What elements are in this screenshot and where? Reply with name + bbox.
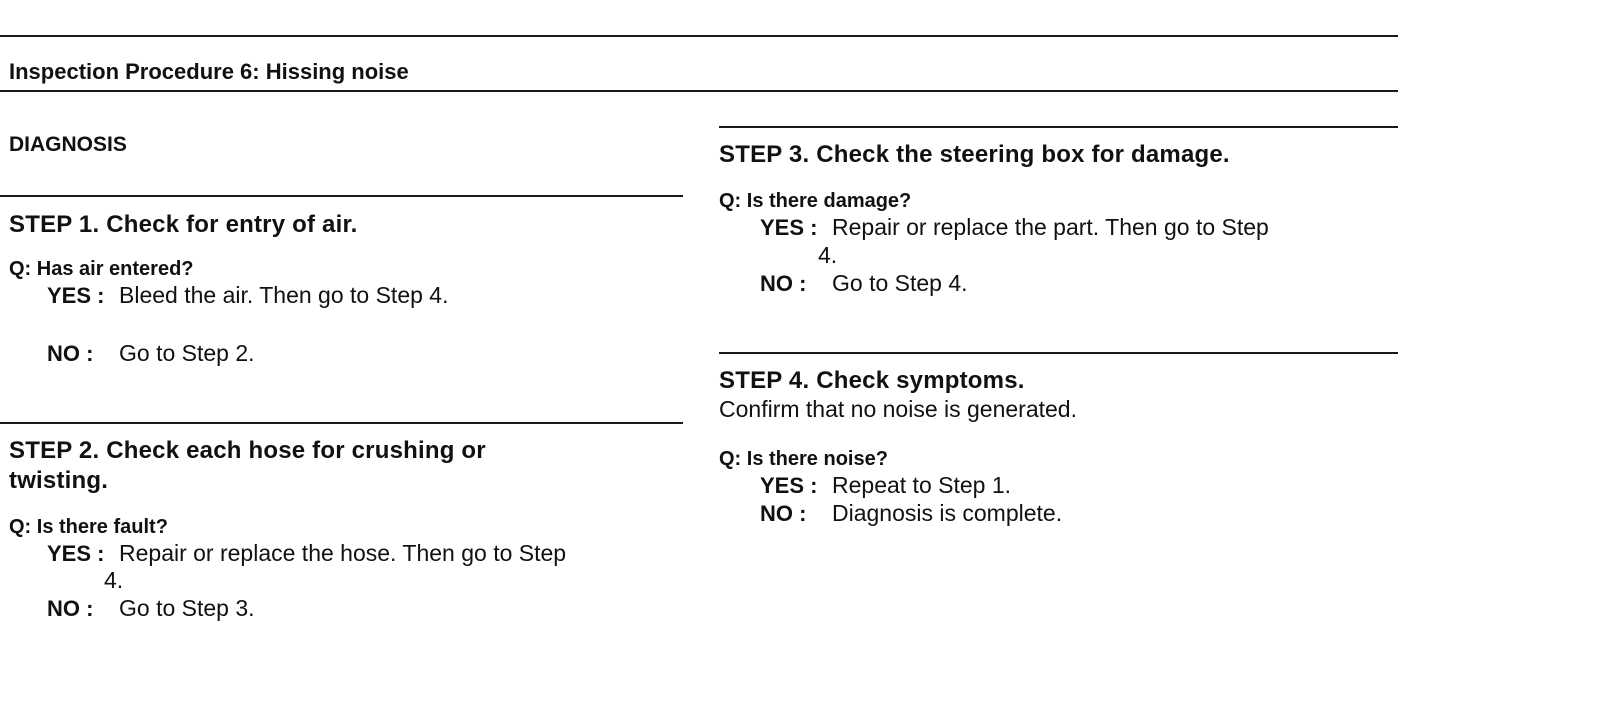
diagnosis-heading: DIAGNOSIS (9, 133, 127, 156)
step-2-title-line2: twisting. (9, 467, 109, 494)
step-1-title: STEP 1. Check for entry of air. (9, 211, 358, 238)
step-1-yes (47, 282, 448, 309)
step-2-no (47, 595, 255, 622)
step-3-question: Q: Is there damage? (719, 190, 912, 212)
step-3-no (760, 270, 968, 297)
step-2-rule (0, 422, 683, 424)
step-3-yes-continuation: 4. (818, 242, 838, 268)
no-text: Go to Step 4. (832, 270, 968, 296)
yes-label: YES : (47, 283, 105, 308)
yes-label: YES : (47, 541, 105, 566)
step-1-question: Q: Has air entered? (9, 258, 194, 280)
no-text: Diagnosis is complete. (832, 500, 1063, 526)
step-4-instruction: Confirm that no noise is generated. (719, 396, 1077, 422)
yes-text: Bleed the air. Then go to Step 4. (119, 282, 449, 308)
step-2-question: Q: Is there fault? (9, 516, 168, 538)
step-2-yes (47, 540, 566, 567)
step-4-title: STEP 4. Check symptoms. (719, 367, 1025, 394)
top-rule (0, 35, 1398, 37)
step-2-title-line1: STEP 2. Check each hose for crushing or (9, 437, 486, 464)
no-label: NO : (760, 501, 807, 526)
no-text: Go to Step 3. (119, 595, 255, 621)
title-rule (0, 90, 1398, 92)
step-1-no (47, 340, 255, 367)
no-text: Go to Step 2. (119, 340, 255, 366)
yes-label: YES : (760, 215, 818, 240)
step-1-rule (0, 195, 683, 197)
yes-text: Repeat to Step 1. (832, 472, 1012, 498)
step-3-yes (760, 214, 1269, 241)
step-4-rule (719, 352, 1398, 354)
step-4-no (760, 500, 1062, 527)
yes-label: YES : (760, 473, 818, 498)
yes-text: Repair or replace the part. Then go to Step (832, 214, 1269, 240)
no-label: NO : (47, 596, 94, 621)
step-2-yes-continuation: 4. (104, 567, 124, 593)
no-label: NO : (760, 271, 807, 296)
yes-text: Repair or replace the hose. Then go to Step (119, 540, 567, 566)
procedure-title: Inspection Procedure 6: Hissing noise (9, 59, 409, 84)
no-label: NO : (47, 341, 94, 366)
step-3-title: STEP 3. Check the steering box for damage. (719, 141, 1230, 168)
step-3-rule (719, 126, 1398, 128)
step-4-question: Q: Is there noise? (719, 448, 888, 470)
step-4-yes (760, 472, 1011, 499)
